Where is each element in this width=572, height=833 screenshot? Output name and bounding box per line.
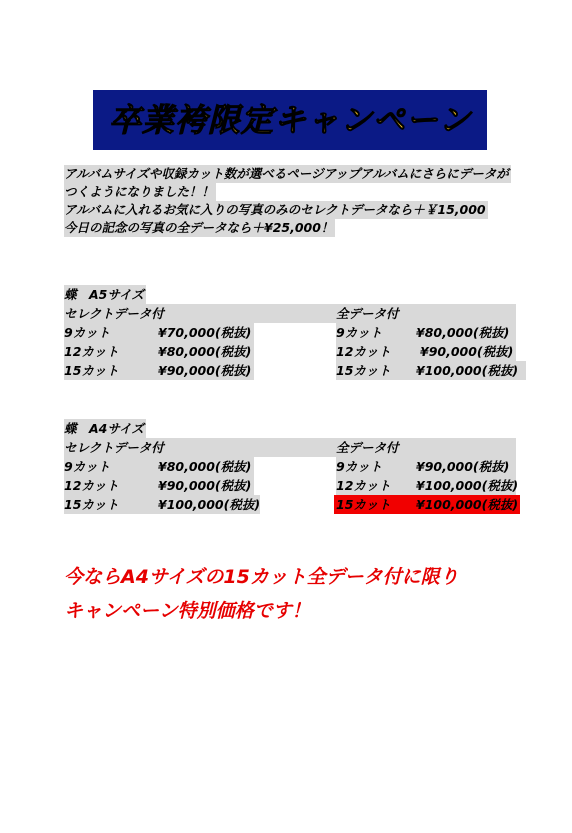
a4-select-row [64, 495, 260, 514]
a4-all-label: 全データ付 [336, 440, 399, 455]
a5-select-label: セレクトデータ付 [64, 306, 164, 321]
a5-all-price: ¥90,000(税抜) [420, 344, 514, 359]
a5-header-row [64, 304, 516, 323]
a5-all-cut: 15カット [336, 363, 391, 378]
a5-all-row [336, 342, 516, 361]
a4-select-row [64, 457, 254, 476]
a4-all-price: ¥90,000(税抜) [416, 459, 510, 474]
a5-all-label: 全データ付 [336, 306, 399, 321]
page-title: 卒業袴限定キャンペーン [93, 90, 487, 150]
a5-all-cut: 9カット [336, 325, 383, 340]
a4-all-row [336, 476, 519, 495]
promo-line-2: キャンペーン特別価格です！ [64, 600, 311, 622]
intro-line-3: アルバムに入れるお気に入りの写真のみのセレクトデータなら＋￥15,000 [64, 202, 486, 217]
intro-text [64, 165, 511, 237]
a5-select-price: ¥80,000(税抜) [158, 344, 252, 359]
a5-select-cut: 15カット [64, 363, 119, 378]
a4-all-price: ¥100,000(税抜) [416, 478, 519, 493]
intro-line-4: 今日の記念の写真の全データなら＋¥25,000！ [64, 220, 334, 235]
a5-select-row [64, 361, 254, 380]
a4-select-price: ¥100,000(税抜) [158, 497, 261, 512]
a4-all-cut: 9カット [336, 459, 383, 474]
a4-select-label: セレクトデータ付 [64, 440, 164, 455]
a4-select-price: ¥90,000(税抜) [158, 478, 252, 493]
a5-all-row [336, 361, 526, 380]
a5-all-price: ¥80,000(税抜) [416, 325, 510, 340]
intro-line-1: アルバムサイズや収録カット数が選べるページアップアルバムにさらにデータが [64, 166, 509, 181]
a5-select-price: ¥90,000(税抜) [158, 363, 252, 378]
a4-all-cut: 12カット [336, 478, 391, 493]
a4-all-cut: 15カット [336, 497, 391, 512]
a4-select-cut: 12カット [64, 478, 119, 493]
a4-heading: 蝶 A4サイズ [64, 419, 146, 438]
a5-all-price: ¥100,000(税抜) [416, 363, 519, 378]
a4-all-row [336, 457, 516, 476]
a4-select-price: ¥80,000(税抜) [158, 459, 252, 474]
a4-select-row [64, 476, 254, 495]
a4-header-row [64, 438, 516, 457]
intro-line-2: つくようになりました！！ [64, 184, 215, 199]
a5-select-row [64, 323, 254, 342]
a5-select-cut: 9カット [64, 325, 111, 340]
a5-select-cut: 12カット [64, 344, 119, 359]
a5-select-price: ¥70,000(税抜) [158, 325, 252, 340]
promo-text [64, 560, 459, 628]
a5-all-cut: 12カット [336, 344, 391, 359]
a4-select-cut: 15カット [64, 497, 119, 512]
a4-all-price: ¥100,000(税抜) [416, 497, 519, 512]
a5-all-row [336, 323, 516, 342]
a5-select-row [64, 342, 254, 361]
promo-line-1: 今ならA4サイズの15カット全データ付に限り [64, 566, 459, 588]
a4-select-cut: 9カット [64, 459, 111, 474]
a4-campaign-highlight-row [334, 495, 520, 514]
a5-heading: 蝶 A5サイズ [64, 285, 146, 304]
